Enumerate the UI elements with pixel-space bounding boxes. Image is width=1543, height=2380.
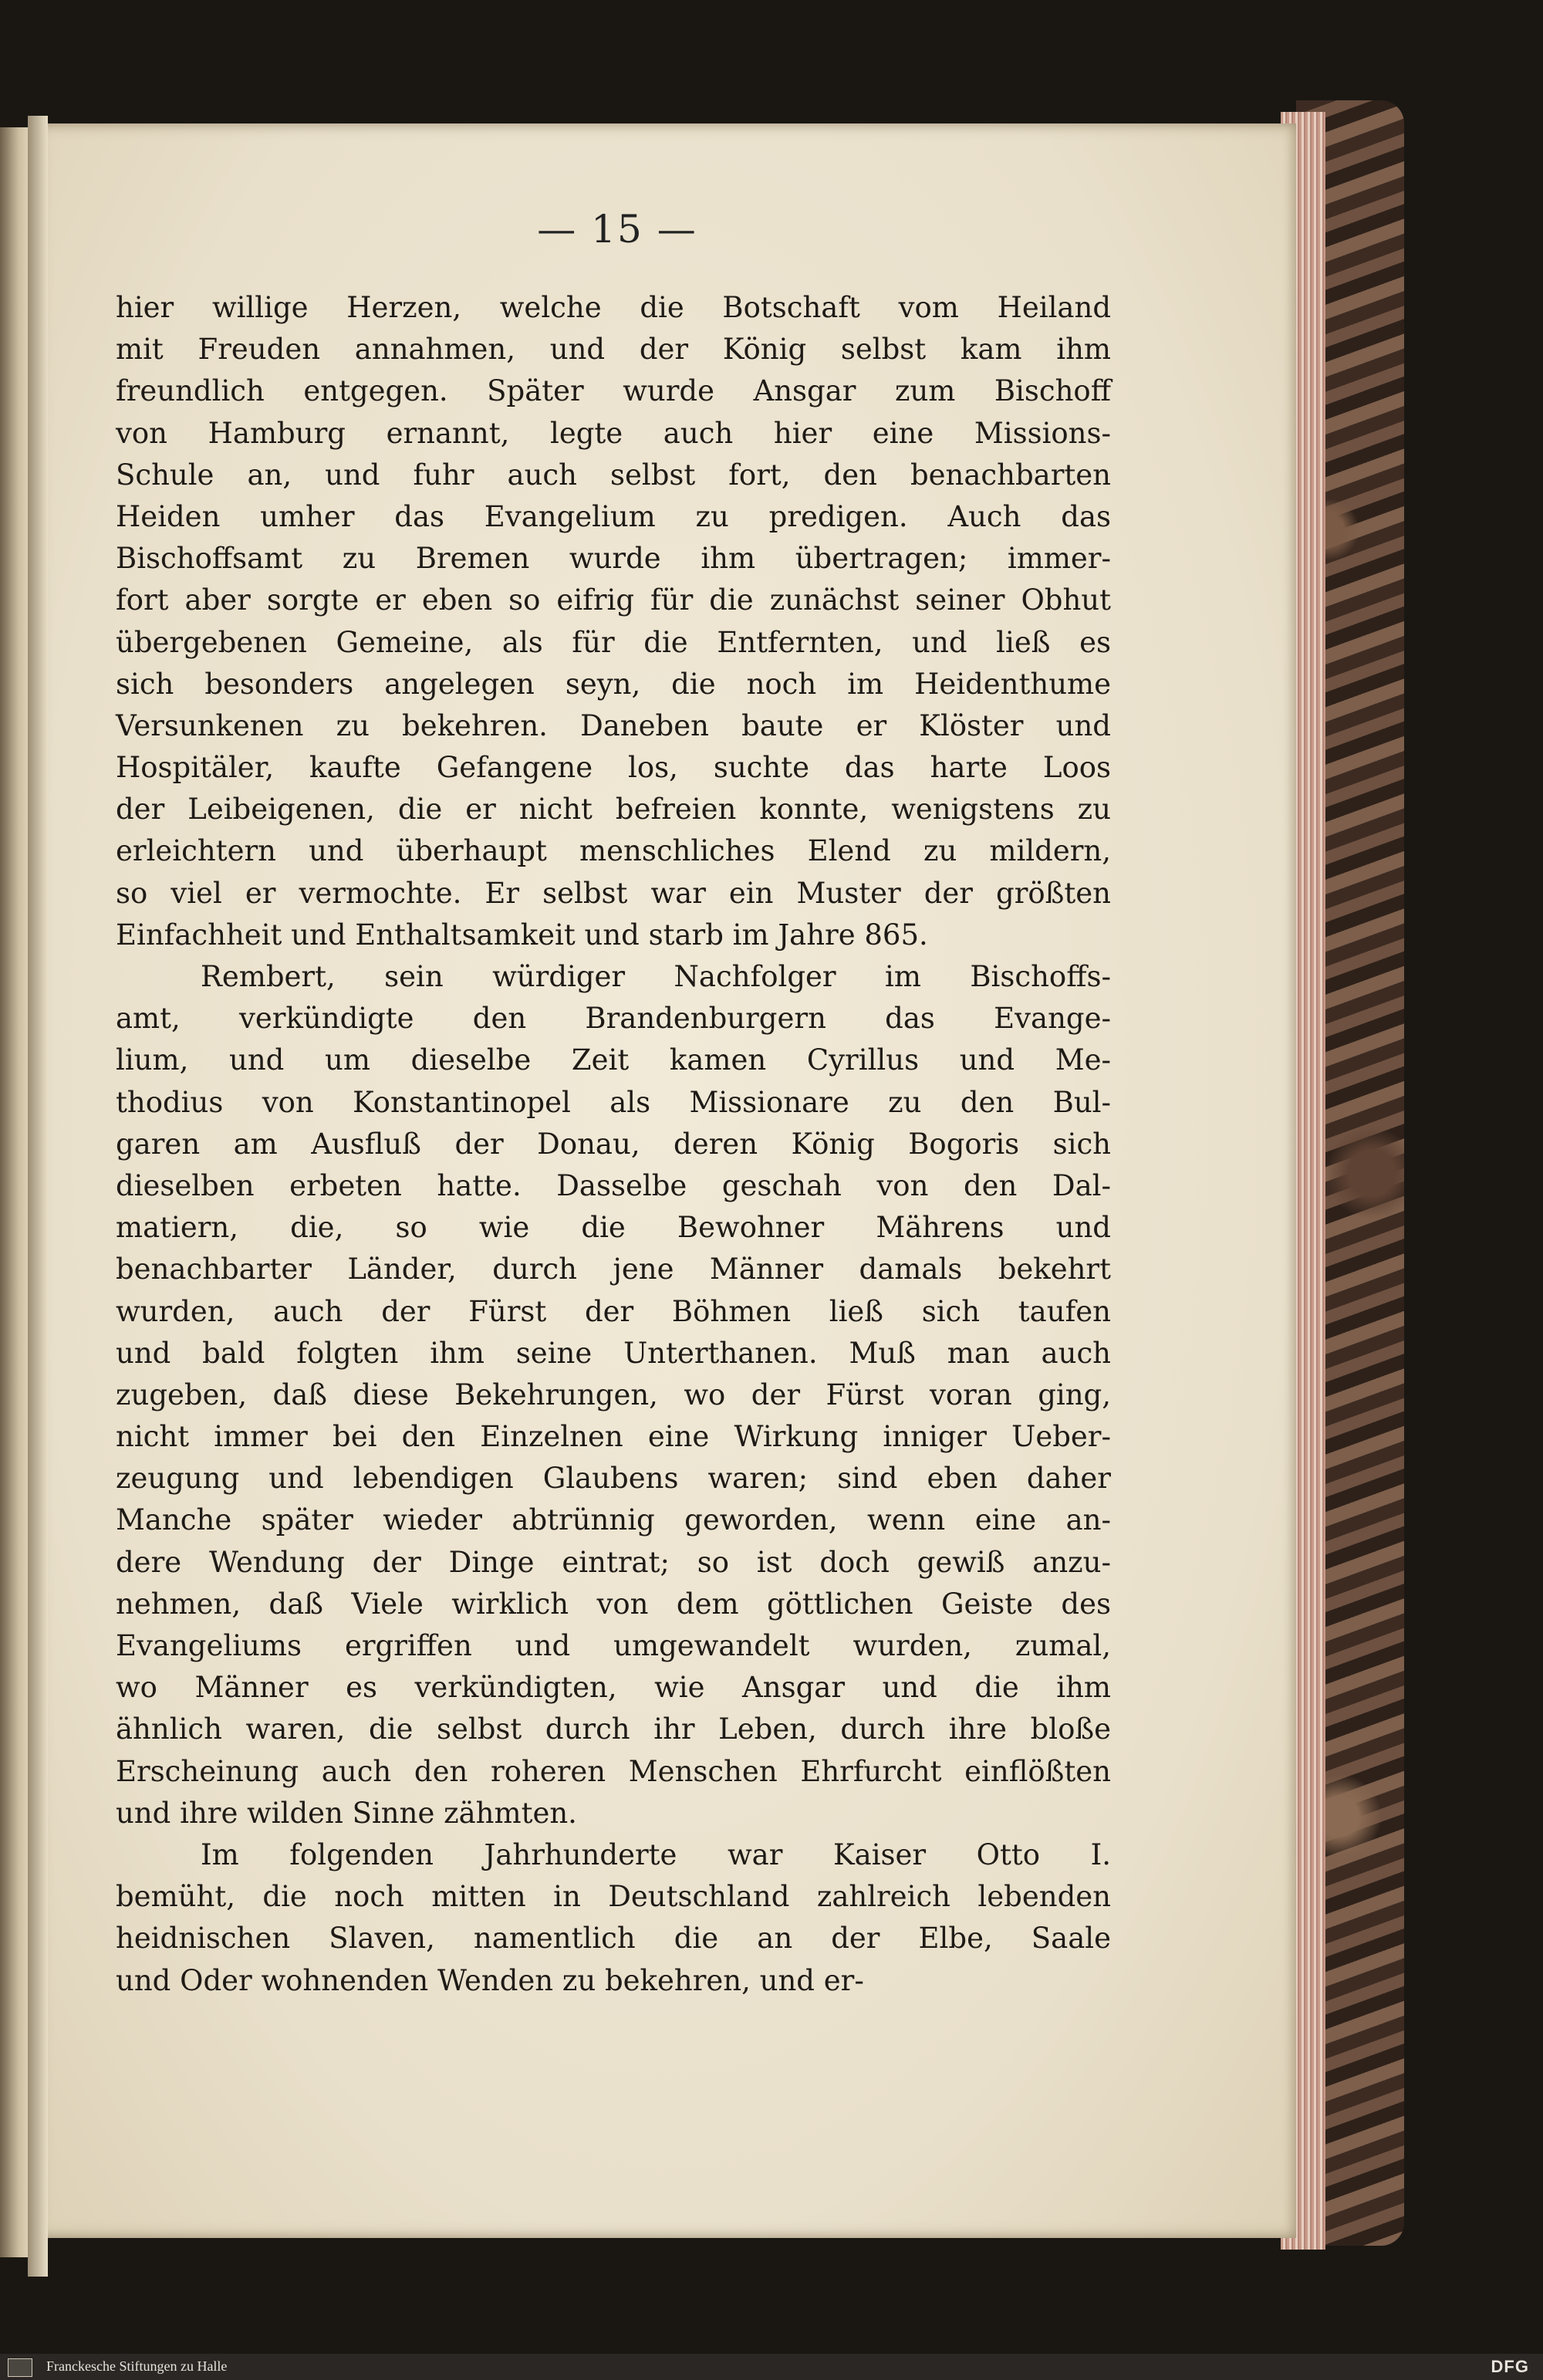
book-gutter <box>28 116 48 2277</box>
text-line: freundlich entgegen. Später wurde Ansgar zum Bischoff <box>116 374 1111 408</box>
text-line: Rembert, sein würdiger Nachfolger im Bischoffs- <box>201 960 1111 993</box>
text-line: garen am Ausfluß der Donau, deren König Bogoris sich <box>116 1127 1111 1161</box>
text-line: Heiden umher das Evangelium zu predigen. Auch das <box>116 499 1111 533</box>
text-line: bemüht, die noch mitten in Deutschland zahlreich lebenden <box>116 1880 1111 1914</box>
text-line: Im folgenden Jahrhunderte war Kaiser Otto I. <box>201 1837 1111 1871</box>
text-line: von Hamburg ernannt, legte auch hier eine Missions- <box>116 416 1111 450</box>
dfg-logo: DFG <box>1491 2357 1529 2376</box>
text-line: erleichtern und überhaupt menschliches Elend zu mildern, <box>116 834 1111 868</box>
text-line: Erscheinung auch den roheren Menschen Ehrfurcht einflößten <box>116 1754 1111 1788</box>
text-line: und ihre wilden Sinne zähmten. <box>116 1796 577 1830</box>
text-line: Bischoffsamt zu Bremen wurde ihm übertragen; immer- <box>116 542 1111 576</box>
text-line: matiern, die, so wie die Bewohner Mährens und <box>116 1211 1111 1245</box>
text-line: wo Männer es verkündigten, wie Ansgar und die ihm <box>116 1671 1111 1705</box>
page-number: — 15 — <box>537 207 697 252</box>
text-line: mit Freuden annahmen, und der König selbst kam ihm <box>116 333 1111 367</box>
text-line: nicht immer bei den Einzelnen eine Wirkung inniger Ueber- <box>116 1420 1111 1454</box>
text-line: Hospitäler, kaufte Gefangene los, suchte das harte Loos <box>116 751 1111 785</box>
text-line: zeugung und lebendigen Glaubens waren; sind eben daher <box>116 1462 1111 1496</box>
institution-name: Franckesche Stiftungen zu Halle <box>46 2358 228 2374</box>
text-line: amt, verkündigte den Brandenburgern das Evange- <box>116 1002 1111 1036</box>
text-line: thodius von Konstantinopel als Missionare zu den Bul- <box>116 1085 1111 1119</box>
text-line: Evangeliums ergriffen und umgewandelt wurden, zumal, <box>116 1629 1111 1662</box>
text-line: heidnischen Slaven, namentlich die an der Elbe, Saale <box>116 1922 1111 1956</box>
text-line: zugeben, daß diese Bekehrungen, wo der Fürst voran ging, <box>116 1378 1111 1411</box>
text-line: Einfachheit und Enthaltsamkeit und starb im Jahre 865. <box>116 918 928 952</box>
text-line: Manche später wieder abtrünnig geworden, wenn eine an- <box>116 1503 1111 1537</box>
text-line: Schule an, und fuhr auch selbst fort, den benachbarten <box>116 458 1111 492</box>
text-line: Versunkenen zu bekehren. Daneben baute er Klöster und <box>116 708 1111 742</box>
footer-bar <box>0 2354 1543 2380</box>
text-line: so viel er vermochte. Er selbst war ein Muster der größten <box>116 876 1111 910</box>
text-line: nehmen, daß Viele wirklich von dem göttlichen Geiste des <box>116 1587 1111 1621</box>
text-line: übergebenen Gemeine, als für die Entfernten, und ließ es <box>116 625 1111 659</box>
text-line: benachbarter Länder, durch jene Männer damals bekehrt <box>116 1253 1111 1286</box>
page-text <box>116 287 1111 2002</box>
text-line: sich besonders angelegen seyn, die noch im Heidenthume <box>116 667 1111 701</box>
text-line: lium, und um dieselbe Zeit kamen Cyrillus und Me- <box>116 1043 1111 1077</box>
text-line: dere Wendung der Dinge eintrat; so ist doch gewiß anzu- <box>116 1545 1111 1579</box>
text-line: hier willige Herzen, welche die Botschaft vom Heiland <box>116 291 1111 324</box>
text-line: und bald folgten ihm seine Unterthanen. Muß man auch <box>116 1336 1111 1370</box>
text-line: wurden, auch der Fürst der Böhmen ließ sich taufen <box>116 1294 1111 1328</box>
text-line: fort aber sorgte er eben so eifrig für die zunächst seiner Obhut <box>116 583 1111 617</box>
text-line: dieselben erbeten hatte. Dasselbe geschah von den Dal- <box>116 1168 1111 1202</box>
institution-logo-icon <box>8 2358 32 2377</box>
text-line: ähnlich waren, die selbst durch ihr Leben, durch ihre bloße <box>116 1712 1111 1746</box>
text-line: der Leibeigenen, die er nicht befreien konnte, wenigstens zu <box>116 793 1111 827</box>
facing-page-edge <box>0 127 31 2257</box>
text-line: und Oder wohnenden Wenden zu bekehren, und er- <box>116 1963 864 1997</box>
